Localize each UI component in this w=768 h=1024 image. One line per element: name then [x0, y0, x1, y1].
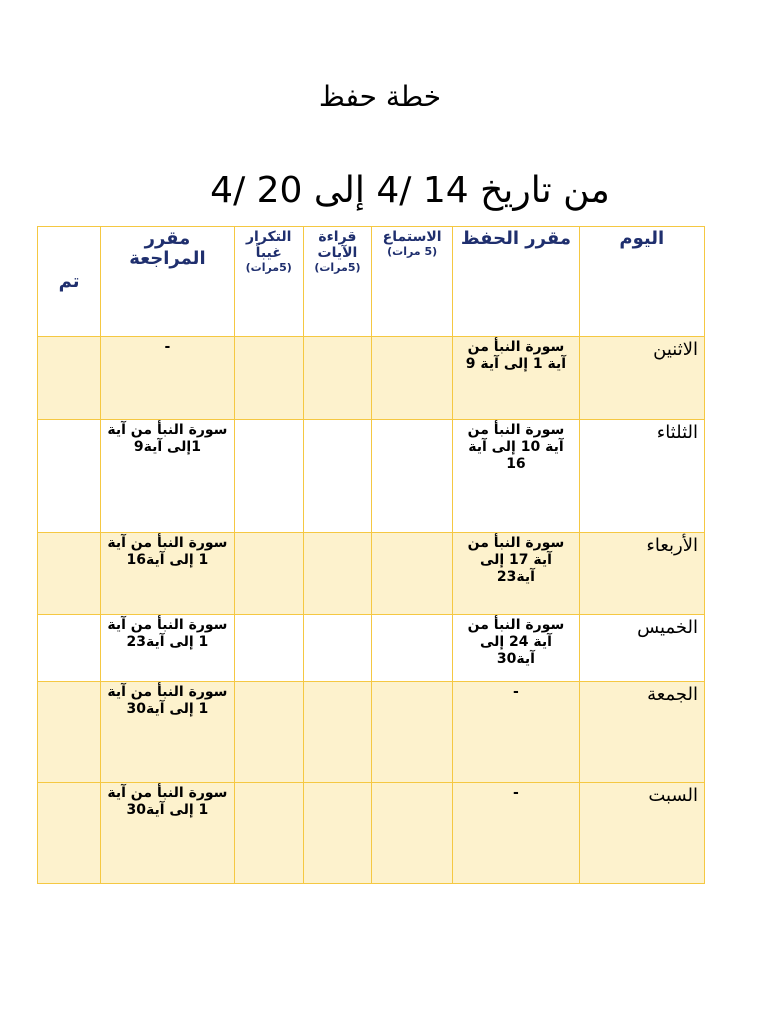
listen-cell[interactable]	[372, 533, 453, 615]
memorize-cell: سورة النبأ من آية 17 إلى آية23	[453, 533, 579, 615]
repeat-cell[interactable]	[234, 533, 303, 615]
memorize-cell: سورة النبأ من آية 1 إلى آية 9	[453, 337, 579, 420]
review-cell: سورة النبأ من آية 1 إلى آية30	[101, 682, 234, 783]
done-cell[interactable]	[38, 420, 101, 533]
header-read-label: قراءة الآيات	[317, 229, 358, 261]
done-cell[interactable]	[38, 682, 101, 783]
read-cell[interactable]	[303, 420, 371, 533]
table-row	[38, 783, 705, 884]
listen-cell[interactable]	[372, 682, 453, 783]
table-row	[38, 682, 705, 783]
memorization-plan-table	[37, 226, 705, 884]
review-cell: سورة النبأ من آية 1إلى آية9	[101, 420, 234, 533]
memorize-cell: -	[453, 682, 579, 783]
listen-cell[interactable]	[372, 783, 453, 884]
done-cell[interactable]	[38, 615, 101, 682]
header-read	[303, 227, 371, 337]
header-memorize: مقرر الحفظ	[453, 227, 579, 337]
date-range-subtitle: من تاريخ 14 /4 إلى 20 /4	[210, 170, 610, 211]
day-cell: الاثنين	[579, 337, 704, 420]
read-cell[interactable]	[303, 615, 371, 682]
header-repeat-note: (5مرات)	[245, 261, 292, 274]
memorize-cell: سورة النبأ من آية 24 إلى آية30	[453, 615, 579, 682]
review-cell: -	[101, 337, 234, 420]
header-listen-label: الاستماع	[382, 229, 442, 245]
repeat-cell[interactable]	[234, 682, 303, 783]
document-title: خطة حفظ	[318, 80, 442, 113]
day-cell: الجمعة	[579, 682, 704, 783]
review-cell: سورة النبأ من آية 1 إلى آية30	[101, 783, 234, 884]
listen-cell[interactable]	[372, 615, 453, 682]
repeat-cell[interactable]	[234, 337, 303, 420]
header-repeat-label: التكرار غيباً	[245, 229, 292, 261]
header-row	[38, 227, 705, 337]
review-cell: سورة النبأ من آية 1 إلى آية23	[101, 615, 234, 682]
header-day: اليوم	[579, 227, 704, 337]
header-listen	[372, 227, 453, 337]
read-cell[interactable]	[303, 533, 371, 615]
header-listen-note: (5 مرات)	[387, 245, 438, 258]
read-cell[interactable]	[303, 337, 371, 420]
header-repeat	[234, 227, 303, 337]
header-read-note: (5مرات)	[314, 261, 361, 274]
read-cell[interactable]	[303, 783, 371, 884]
header-review: مقرر المراجعة	[101, 227, 234, 337]
repeat-cell[interactable]	[234, 615, 303, 682]
repeat-cell[interactable]	[234, 420, 303, 533]
table-row	[38, 615, 705, 682]
table-row	[38, 420, 705, 533]
read-cell[interactable]	[303, 682, 371, 783]
done-cell[interactable]	[38, 533, 101, 615]
day-cell: الخميس	[579, 615, 704, 682]
header-done: تم	[38, 227, 101, 337]
memorize-cell: سورة النبأ من آية 10 إلى آية 16	[453, 420, 579, 533]
listen-cell[interactable]	[372, 420, 453, 533]
memorize-cell: -	[453, 783, 579, 884]
repeat-cell[interactable]	[234, 783, 303, 884]
day-cell: الثلثاء	[579, 420, 704, 533]
day-cell: السبت	[579, 783, 704, 884]
done-cell[interactable]	[38, 783, 101, 884]
day-cell: الأربعاء	[579, 533, 704, 615]
table-row	[38, 533, 705, 615]
review-cell: سورة النبأ من آية 1 إلى آية16	[101, 533, 234, 615]
done-cell[interactable]	[38, 337, 101, 420]
table-row	[38, 337, 705, 420]
listen-cell[interactable]	[372, 337, 453, 420]
